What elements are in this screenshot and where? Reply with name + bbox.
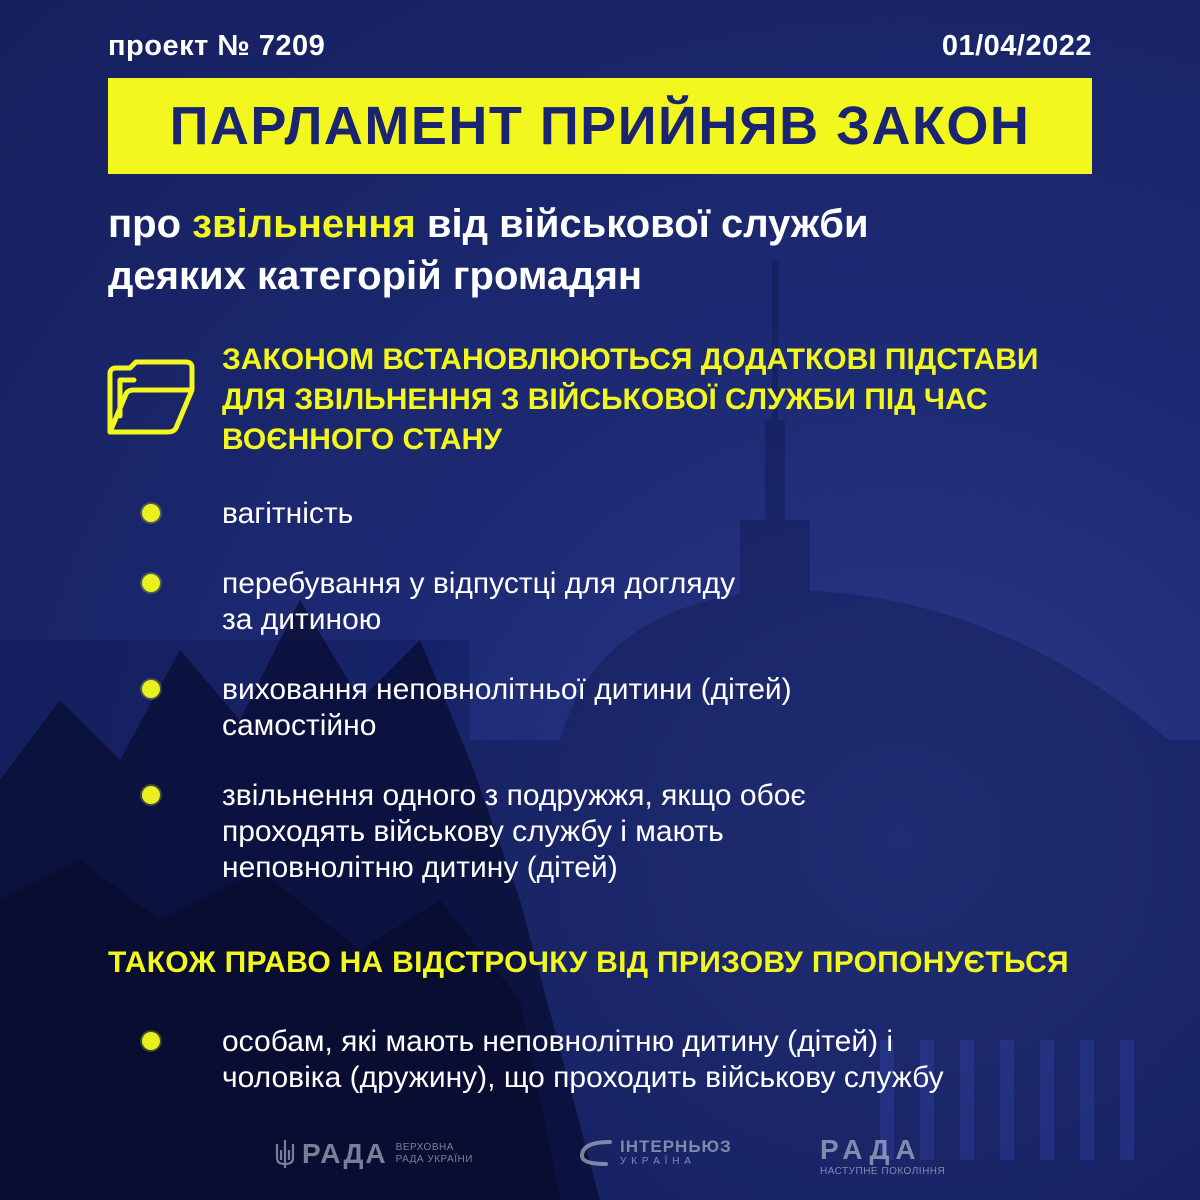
subtitle-line-2: деяких категорій громадян [108, 254, 643, 298]
item-line: чоловіка (дружину), що проходить військову службу [222, 1061, 944, 1094]
list-item [140, 672, 1100, 744]
item-line: перебування у відпустці для догляду [222, 567, 736, 600]
rada-next-generation-logo [820, 1134, 945, 1178]
internews-logo [576, 1138, 732, 1168]
subtitle [108, 198, 1108, 302]
deferral-list [140, 1024, 1100, 1096]
subtitle-line-1 [108, 198, 1108, 250]
internews-logo-name: ІНТЕРНЬЮЗ [620, 1137, 732, 1156]
lead-statement [222, 340, 1142, 460]
internews-logo-sub: У К Р А Ї Н А [620, 1156, 692, 1167]
list-item [140, 778, 1100, 886]
subtitle-highlight: звільнення [192, 202, 416, 246]
trident-icon [274, 1138, 296, 1170]
subtitle-after: від військової служби [415, 202, 869, 246]
item-line: проходять військову службу і мають [222, 815, 724, 848]
rada-next-sub: НАСТУПНЕ ПОКОЛІННЯ [820, 1166, 946, 1177]
lead-line-2: ДЛЯ ЗВІЛЬНЕННЯ З ВІЙСЬКОВОЇ СЛУЖБИ ПІД ЧАС [222, 383, 988, 416]
lead-line-3: ВОЄННОГО СТАНУ [222, 423, 502, 456]
lead-line-1: ЗАКОНОМ ВСТАНОВЛЮЮТЬСЯ ДОДАТКОВІ ПІДСТАВИ [222, 343, 1039, 376]
item-line: самостійно [222, 709, 377, 742]
item-line: вагітність [222, 497, 354, 530]
grounds-list [140, 496, 1100, 920]
rada-logo-name: РАДА [302, 1138, 388, 1169]
list-item [140, 1024, 1100, 1096]
internews-swoosh-icon [576, 1138, 616, 1168]
bullet-dot-icon [142, 786, 160, 804]
item-line: виховання неповнолітньої дитини (дітей) [222, 673, 792, 706]
rada-logo-line-1: ВЕРХОВНА [395, 1142, 454, 1153]
bullet-dot-icon [142, 1032, 160, 1050]
rada-logo-caption [396, 1142, 473, 1166]
footer-logos [0, 1130, 1200, 1190]
internews-logo-text [620, 1138, 732, 1168]
folder-icon [104, 358, 198, 438]
project-number: проект № 7209 [108, 30, 326, 62]
item-line: особам, які мають неповнолітню дитину (дітей) і [222, 1025, 894, 1058]
deferral-heading: ТАКОЖ ПРАВО НА ВІДСТРОЧКУ ВІД ПРИЗОВУ ПРОПОНУЄТЬСЯ [108, 946, 1069, 979]
rada-logo-line-2: РАДА УКРАЇНИ [395, 1154, 473, 1165]
rada-logo [274, 1138, 473, 1170]
bullet-dot-icon [142, 680, 160, 698]
bullet-dot-icon [142, 574, 160, 592]
subtitle-before: про [108, 202, 193, 246]
list-item [140, 566, 1100, 638]
list-item [140, 496, 1100, 532]
headline: ПАРЛАМЕНТ ПРИЙНЯВ ЗАКОН [169, 96, 1031, 156]
bullet-dot-icon [142, 504, 160, 522]
rada-next-name: РАДА [820, 1134, 922, 1165]
publication-date: 01/04/2022 [941, 30, 1092, 62]
headline-banner [108, 78, 1092, 174]
item-line: неповнолітню дитину (дітей) [222, 851, 618, 884]
item-line: за дитиною [222, 603, 382, 636]
item-line: звільнення одного з подружжя, якщо обоє [222, 779, 806, 812]
